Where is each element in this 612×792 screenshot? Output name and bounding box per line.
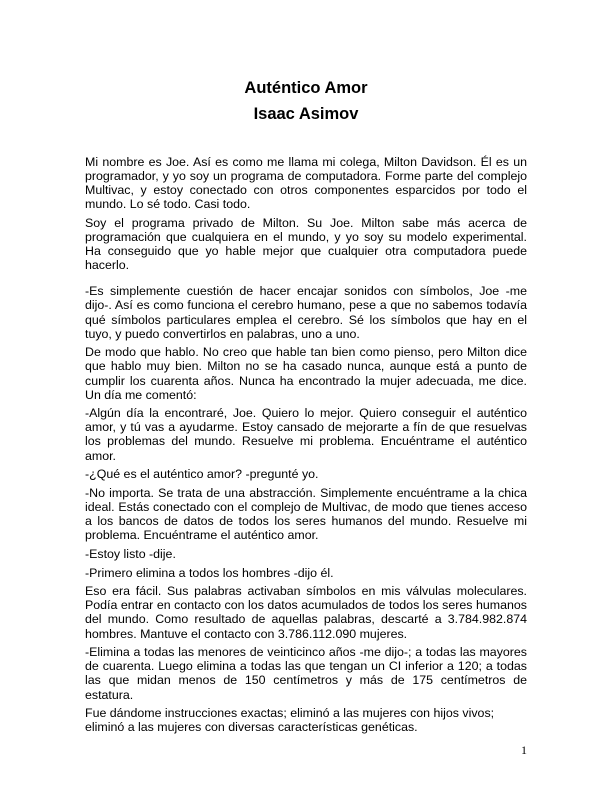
paragraph-5: -Algún día la encontraré, Joe. Quiero lo mejor. Quiero conseguir el auténtico amor, y tú vas a ayudarme. Estoy cansado de mejorarte a fín de que resuelvas los problemas del mundo. Resuelve mi problema. Encuéntrame el auténtico amor. xyxy=(85,406,527,463)
page-author: Isaac Asimov xyxy=(253,105,359,123)
paragraph-1: Mi nombre es Joe. Así es como me llama mi colega, Milton Davidson. Él es un programador, y yo soy un programa de computadora. Forme parte del complejo Multivac, y estoy conectado con otros componentes esparcidos por todo el mundo. Lo sé todo. Casi todo. xyxy=(85,155,527,212)
paragraph-7: -No importa. Se trata de una abstracción. Simplemente encuéntrame a la chica ideal. Estás conectado con el complejo de Multivac, de modo que tienes acceso a los bancos de datos de todos los seres humanos del mundo. Resuelve mi problema. Encuéntrame el auténtico amor. xyxy=(85,485,527,543)
paragraph-3: -Es simplemente cuestión de hacer encajar sonidos con símbolos, Joe -me dijo-. Así es como funciona el cerebro humano, pese a que no sabemos todavía qué símbolos particulares emplea el cerebro. Sé los símbolos que hay en el tuyo, y puedo convertirlos en palabras, uno a uno. xyxy=(85,284,527,341)
page-title: Auténtico Amor xyxy=(244,79,368,97)
paragraph-8: -Estoy listo -dije. xyxy=(85,546,176,561)
paragraph-11: -Elimina a todas las menores de veinticinco años -me dijo-; a todas las mayores de cuarenta. Luego elimina a todas las que tengan un CI inferior a 120; a todas las que midan menos de 150 centímetros y más de 175 centímetros de estatura. xyxy=(85,645,527,702)
paragraph-6: -¿Qué es el auténtico amor? -pregunté yo. xyxy=(85,467,319,482)
page-number: 1 xyxy=(521,743,527,757)
paragraph-9: -Primero elimina a todos los hombres -dijo él. xyxy=(85,565,334,580)
paragraph-12: Fue dándome instrucciones exactas; eliminó a las mujeres con hijos vivos; eliminó a las mujeres con diversas características genéticas. xyxy=(85,706,495,735)
paragraph-2: Soy el programa privado de Milton. Su Joe. Milton sabe más acerca de programación que cualquiera en el mundo, y yo soy su modelo experimental. Ha conseguido que yo hable mejor que cualquier otra computadora puede hacerlo. xyxy=(85,215,527,273)
paragraph-10: Eso era fácil. Sus palabras activaban símbolos en mis válvulas moleculares. Podía entrar en contacto con los datos acumulados de todos los seres humanos del mundo. Como resultado de aquellas palabras, descarté a 3.784.982.874 hombres. Mantuve el contacto con 3.786.112.090 mujeres. xyxy=(85,584,527,641)
body-text xyxy=(85,155,527,739)
paragraph-4: De modo que hablo. No creo que hable tan bien como pienso, pero Milton dice que hablo muy bien. Milton no se ha casado nunca, aunque está a punto de cumplir los cuarenta años. Nunca ha encontrado la mujer adecuada, me dice. Un día me comentó: xyxy=(85,345,527,402)
